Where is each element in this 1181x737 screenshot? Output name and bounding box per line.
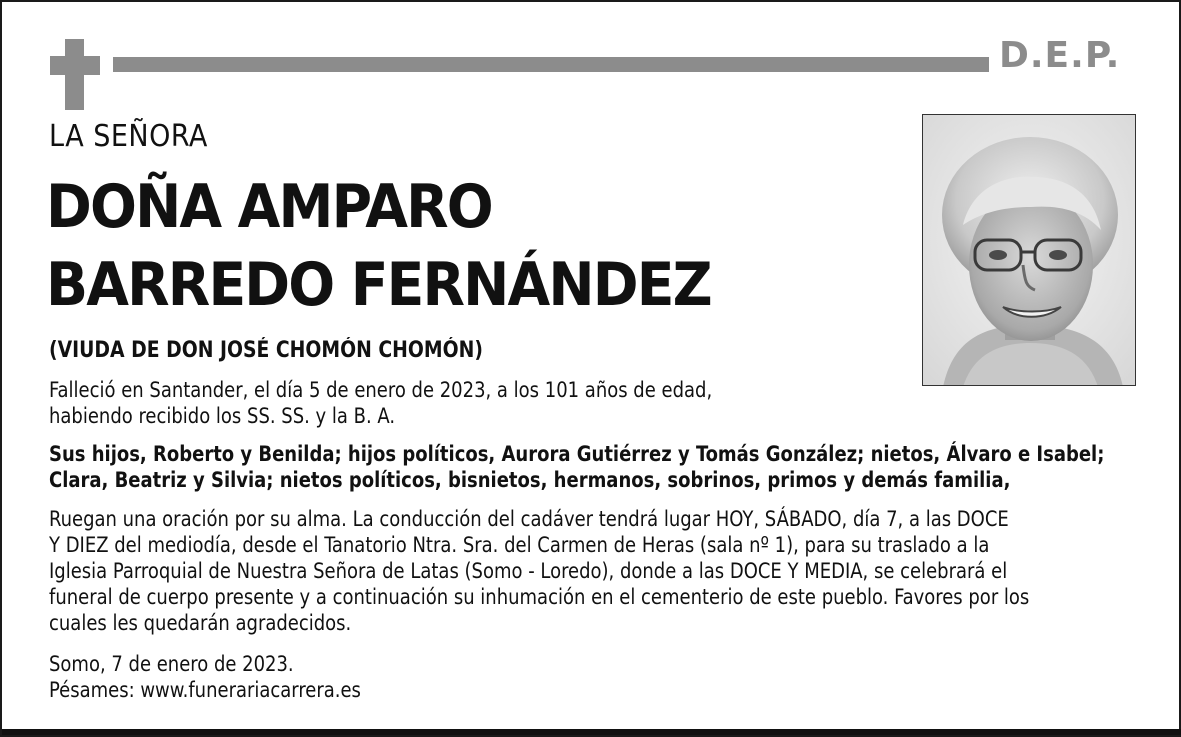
- condolences-line: Pésames: www.funerariacarrera.es: [49, 678, 361, 703]
- text-line: Y DIEZ del mediodía, desde el Tanatorio Ntra. Sra. del Carmen de Heras (sala nº 1), para su traslado a la: [49, 533, 990, 558]
- text-line: habiendo recibido los SS. SS. y la B. A.: [49, 404, 396, 429]
- bottom-rule: [2, 729, 1181, 735]
- family-paragraph: [49, 442, 1105, 494]
- text-line: Ruegan una oración por su alma. La conducción del cadáver tendrá lugar HOY, SÁBADO, día 7, a las DOCE: [49, 507, 1009, 532]
- header-rule: [113, 57, 989, 72]
- funeral-paragraph: [49, 507, 1091, 637]
- footer-paragraph: [49, 652, 607, 704]
- dep-label: D.E.P.: [999, 35, 1121, 76]
- cross-icon-bar: [50, 56, 100, 75]
- deceased-name-line-2: BARREDO FERNÁNDEZ: [46, 250, 711, 320]
- place-date-line: Somo, 7 de enero de 2023.: [49, 652, 294, 677]
- widow-of-label: (VIUDA DE DON JOSÉ CHOMÓN CHOMÓN): [49, 338, 483, 363]
- intro-label: LA SEÑORA: [49, 119, 208, 154]
- text-line: Iglesia Parroquial de Nuestra Señora de Latas (Somo - Loredo), donde a las DOCE Y MEDIA, se celebrará el: [49, 559, 1008, 584]
- text-line: funeral de cuerpo presente y a continuación su inhumación en el cementerio de este pueblo. Favores por los: [49, 585, 1030, 610]
- text-line: cuales les quedarán agradecidos.: [49, 611, 352, 636]
- portrait-photo: [922, 114, 1136, 386]
- portrait-image: [923, 115, 1136, 386]
- text-line: Clara, Beatriz y Silvia; nietos políticos, bisnietos, hermanos, sobrinos, primos y demás familia,: [49, 468, 1011, 493]
- text-line: Falleció en Santander, el día 5 de enero de 2023, a los 101 años de edad,: [49, 378, 713, 403]
- text-line: Sus hijos, Roberto y Benilda; hijos políticos, Aurora Gutiérrez y Tomás González; nietos, Álvaro e Isabel;: [49, 442, 1105, 467]
- death-notice-paragraph: [49, 378, 793, 430]
- deceased-name-line-1: DOÑA AMPARO: [46, 172, 492, 242]
